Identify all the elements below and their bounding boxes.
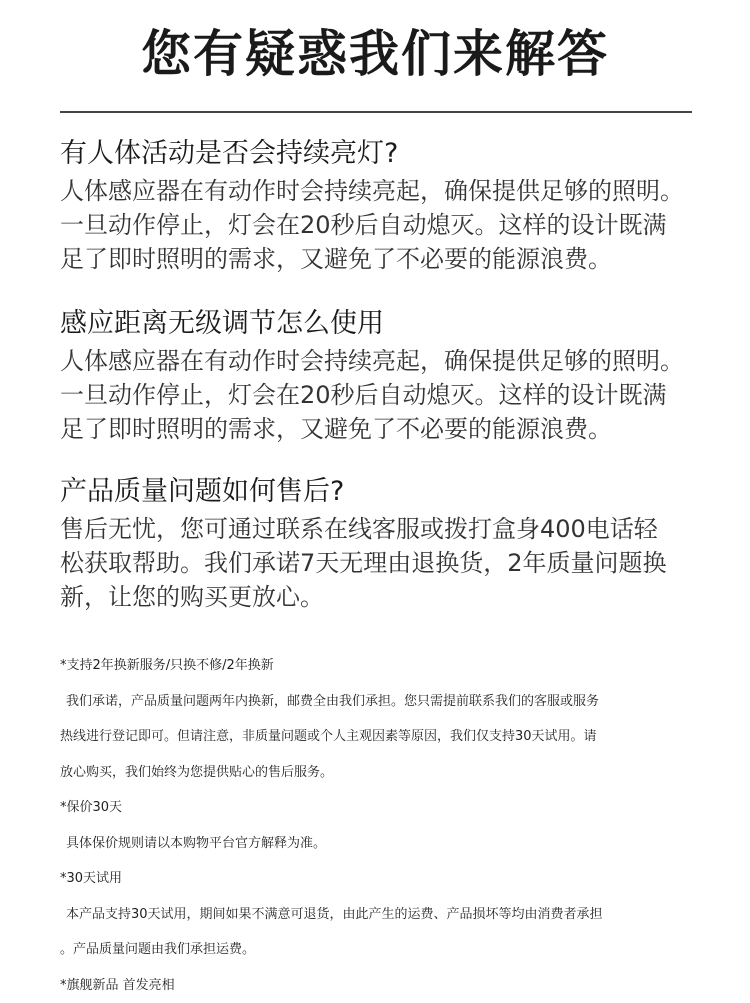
note-text: 热线进行登记即可。但请注意，非质量问题或个人主观因素等原因，我们仅支持30天试用。请 [60, 719, 700, 755]
faq-item-after-sales [60, 474, 710, 614]
faq-answer [60, 344, 710, 446]
faq-question: 感应距离无级调节怎么使用 [60, 306, 710, 342]
faq-item-distance [60, 306, 710, 446]
note-heading-flagship: *旗舰新品 首发亮相 [60, 968, 700, 1003]
faq-answer [60, 174, 710, 276]
faq-answer-line: 人体感应器在有动作时会持续亮起，确保提供足够的照明。 [60, 344, 710, 378]
page-title: 您有疑惑我们来解答 [0, 22, 750, 86]
faq-answer [60, 512, 710, 614]
faq-answer-line: 售后无忧，您可通过联系在线客服或拨打盒身400电话轻 [60, 512, 710, 546]
title-divider [60, 111, 692, 113]
note-heading-price-protection: *保价30天 [60, 790, 700, 826]
note-text: 。产品质量问题由我们承担运费。 [60, 932, 700, 968]
note-text: 具体保价规则请以本购物平台官方解释为准。 [60, 826, 700, 862]
note-text: 放心购买，我们始终为您提供贴心的售后服务。 [60, 755, 700, 791]
faq-question: 产品质量问题如何售后? [60, 474, 710, 510]
faq-answer-line: 一旦动作停止，灯会在20秒后自动熄灭。这样的设计既满 [60, 378, 710, 412]
faq-answer-line: 新，让您的购买更放心。 [60, 580, 710, 614]
note-text: 我们承诺，产品质量问题两年内换新，邮费全由我们承担。您只需提前联系我们的客服或服务 [60, 684, 700, 720]
faq-answer-line: 足了即时照明的需求，又避免了不必要的能源浪费。 [60, 242, 710, 276]
faq-question: 有人体活动是否会持续亮灯? [60, 136, 710, 172]
faq-answer-line: 一旦动作停止，灯会在20秒后自动熄灭。这样的设计既满 [60, 208, 710, 242]
faq-answer-line: 松获取帮助。我们承诺7天无理由退换货，2年质量问题换 [60, 546, 710, 580]
note-text: 本产品支持30天试用，期间如果不满意可退货，由此产生的运费、产品损坏等均由消费者承担 [60, 897, 700, 933]
faq-item-activity [60, 136, 710, 276]
note-heading-warranty: *支持2年换新服务/只换不修/2年换新 [60, 648, 700, 684]
faq-answer-line: 足了即时照明的需求，又避免了不必要的能源浪费。 [60, 412, 710, 446]
note-heading-trial: *30天试用 [60, 861, 700, 897]
service-notes [60, 648, 700, 1003]
faq-answer-line: 人体感应器在有动作时会持续亮起，确保提供足够的照明。 [60, 174, 710, 208]
